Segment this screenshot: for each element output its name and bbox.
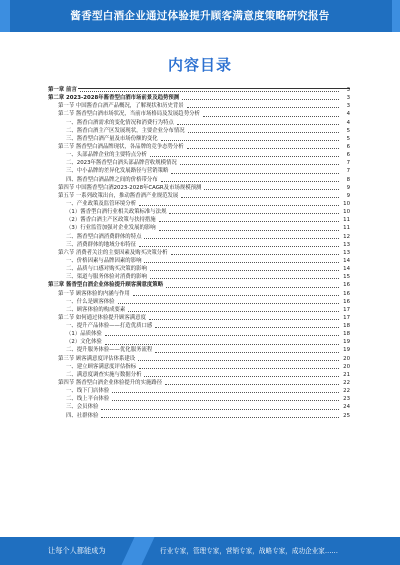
toc-leader-dots <box>112 399 339 401</box>
toc-entry[interactable] <box>48 257 350 265</box>
toc-page-number: 4 <box>346 119 350 126</box>
toc-page-number: 22 <box>343 380 350 387</box>
toc-leader-dots <box>161 139 339 141</box>
toc-entry[interactable] <box>48 159 350 167</box>
toc-entry[interactable] <box>48 241 350 249</box>
toc-entry-text: 二、品质与口感对购买决策的影响 <box>66 266 147 273</box>
footer-slogan-right: 行业专家，管理专家，营销专家，战略专家，成功企业家…… <box>160 547 339 555</box>
toc-entry[interactable] <box>48 322 350 330</box>
toc-entry-text: 三、酱香型白酒产量及市场份额的变化 <box>66 135 158 142</box>
toc-leader-dots <box>144 375 339 377</box>
toc-page-number: 21 <box>343 371 350 378</box>
toc-entry-text: 第四节 中国酱香型白酒2023-2028年CAGR及市场规模预测 <box>58 184 202 191</box>
toc-page-number: 12 <box>343 233 350 240</box>
toc-page-number: 14 <box>343 266 350 273</box>
toc-entry[interactable] <box>48 363 350 371</box>
toc-entry-text: 第五节 一系列政策出台，推动酱香酒产业规范发展 <box>58 192 179 199</box>
toc-page-number: 24 <box>343 404 350 411</box>
toc-leader-dots <box>161 180 339 182</box>
toc-entry[interactable] <box>48 151 350 159</box>
toc-leader-dots <box>155 326 339 328</box>
toc-entry-text: 第四节 酱香型白酒企业体验提升的实施路径 <box>58 380 163 387</box>
toc-leader-dots <box>188 131 339 133</box>
toc-page-number: 3 <box>346 103 350 110</box>
toc-page-number: 16 <box>343 290 350 297</box>
toc-page-number: 14 <box>343 257 350 264</box>
toc-page-number: 8 <box>346 176 350 183</box>
toc-entry[interactable] <box>48 119 350 127</box>
toc-entry[interactable] <box>48 143 350 151</box>
toc-entry-text: （1）品质体验 <box>66 331 102 338</box>
toc-entry-text: 四、酱香型白酒品牌之间的价格带分布 <box>66 176 158 183</box>
toc-leader-dots <box>150 155 339 157</box>
toc-entry[interactable] <box>48 102 350 110</box>
toc-leader-dots <box>182 98 339 100</box>
toc-page-number: 7 <box>346 168 350 175</box>
toc-entry-text: （2）文化体验 <box>66 339 102 346</box>
toc-entry[interactable] <box>48 110 350 118</box>
toc-entry-text: 三、渠道与服务体验对消费的影响 <box>66 274 147 281</box>
toc-entry[interactable] <box>48 200 350 208</box>
toc-heading: 内容目录 <box>167 56 232 74</box>
toc-entry-text: （3）行业监管加强对企业发展的影响 <box>66 225 156 232</box>
document-title: 酱香型白酒企业通过体验提升顾客满意度策略研究报告 <box>70 10 330 22</box>
toc-page-number: 15 <box>343 274 350 281</box>
toc-entry-text: （2）酱香白酒主产区政策与扶持措施 <box>66 217 156 224</box>
toc-leader-dots <box>203 115 339 117</box>
toc-entry[interactable] <box>48 192 350 200</box>
toc-page-number: 5 <box>346 127 350 134</box>
toc-entry-text: 二、酱香型白酒消费群体的特点 <box>66 233 142 240</box>
toc-entry-text: 一、线下门店体验 <box>66 388 110 395</box>
toc-leader-dots <box>169 212 339 214</box>
toc-entry[interactable] <box>48 233 350 241</box>
toc-leader-dots <box>187 106 339 108</box>
toc-entry[interactable] <box>48 395 350 403</box>
toc-leader-dots <box>155 351 339 353</box>
toc-entry-text: 一、提升产品体验——打造优质口感 <box>66 323 153 330</box>
toc-entry[interactable] <box>48 306 350 314</box>
footer-slogan-left: 让每个人都能成为 <box>48 546 106 555</box>
toc-leader-dots <box>138 359 339 361</box>
toc-entry[interactable] <box>48 265 350 273</box>
toc-entry[interactable] <box>48 94 350 102</box>
toc-leader-dots <box>101 416 339 418</box>
toc-entry-text: 二、线上平台体验 <box>66 396 110 403</box>
toc-entry[interactable] <box>48 347 350 355</box>
toc-page-number: 19 <box>343 339 350 346</box>
toc-entry-text: 三、消费群体的地域分布特征 <box>66 241 137 248</box>
toc-leader-dots <box>139 204 339 206</box>
toc-entry-text: 三、中小品牌的差异化发展路径与营销策略 <box>66 168 169 175</box>
toc-leader-dots <box>105 343 339 345</box>
toc-entry[interactable] <box>48 338 350 346</box>
toc-page-number: 18 <box>343 323 350 330</box>
toc-leader-dots <box>133 294 339 296</box>
toc-entry[interactable] <box>48 135 350 143</box>
toc-entry-text: 一、建立顾客满意度评估指标 <box>66 363 137 370</box>
toc-entry[interactable] <box>48 330 350 338</box>
toc-page-number: 17 <box>343 306 350 313</box>
toc-page-number: 20 <box>343 363 350 370</box>
toc-page-number: 9 <box>346 192 350 199</box>
toc-page-number: 18 <box>343 331 350 338</box>
toc-entry[interactable] <box>48 355 350 363</box>
toc-page-number: 11 <box>343 217 350 224</box>
toc-page-number: 25 <box>343 412 350 419</box>
toc-entry-text: 一、产业政策及监管环境分析 <box>66 200 137 207</box>
toc-page-number: 13 <box>343 241 350 248</box>
toc-leader-dots <box>159 220 339 222</box>
toc-entry[interactable] <box>48 184 350 192</box>
toc-leader-dots <box>159 229 339 231</box>
toc-entry-text: 第三节 酱香型白酒品牌现状，各品牌的竞争态势分析 <box>58 143 184 150</box>
toc-entry-text: 二、酱香白酒主产区发展现状，主要企业分布情况 <box>66 127 185 134</box>
toc-leader-dots <box>150 277 339 279</box>
toc-leader-dots <box>165 383 339 385</box>
toc-page-number: 16 <box>343 298 350 305</box>
toc-entry-text: 一、什么是顾客体验 <box>66 298 115 305</box>
toc-leader-dots <box>187 147 339 149</box>
toc-page-number: 13 <box>343 249 350 256</box>
toc-entry[interactable] <box>48 176 350 184</box>
toc-entry-text: 第二节 如何通过体验提升顾客满意度 <box>58 314 146 321</box>
toc-page-number: 10 <box>343 200 350 207</box>
toc-leader-dots <box>105 334 339 336</box>
toc-page-number: 7 <box>346 160 350 167</box>
toc-page-number: 3 <box>346 86 350 93</box>
toc-leader-dots <box>144 237 339 239</box>
toc-entry[interactable] <box>48 167 350 175</box>
toc-leader-dots <box>139 367 339 369</box>
toc-leader-dots <box>118 302 339 304</box>
toc-entry[interactable] <box>48 281 350 289</box>
toc-entry-text: 四、社群体验 <box>66 412 99 419</box>
toc-leader-dots <box>80 90 339 92</box>
toc-entry[interactable] <box>48 216 350 224</box>
toc-entry[interactable] <box>48 249 350 257</box>
toc-page-number: 23 <box>343 396 350 403</box>
toc-entry[interactable] <box>48 208 350 216</box>
toc-entry-text: 一、头部品牌企业的主要特点分析 <box>66 152 147 159</box>
toc-entry-text: 第三节 顾客满意度评估体系建设 <box>58 355 136 362</box>
toc-leader-dots <box>171 253 339 255</box>
toc-entry-text: 二、满意度调查实施与数据分析 <box>66 371 142 378</box>
toc-entry-text: 第三章 酱香型白酒企业体验提升顾客满意度策略 <box>48 282 164 289</box>
toc-leader-dots <box>171 172 339 174</box>
toc-entry[interactable] <box>48 290 350 298</box>
toc-leader-dots <box>181 196 339 198</box>
toc-entry[interactable] <box>48 371 350 379</box>
toc-page-number: 9 <box>346 184 350 191</box>
toc-page-number: 20 <box>343 355 350 362</box>
toc-entry-text: 第一节 顾客体验的内涵与作用 <box>58 290 130 297</box>
toc-entry-text: 一、价格因素与品牌因素的影响 <box>66 257 142 264</box>
toc-page-number: 19 <box>343 347 350 354</box>
toc-entry[interactable] <box>48 314 350 322</box>
toc-entry-text: 第六节 消费者关注的主要因素及购买决策分析 <box>58 249 168 256</box>
toc-page-number: 11 <box>343 225 350 232</box>
toc-leader-dots <box>204 188 339 190</box>
toc-page-number: 10 <box>343 209 350 216</box>
toc-leader-dots <box>112 391 339 393</box>
toc-entry-text: 第二节 酱香型白酒市场状况，当前市场格局及发展趋势分析 <box>58 111 200 118</box>
toc-leader-dots <box>177 123 339 125</box>
toc-leader-dots <box>166 286 339 288</box>
toc-entry-text: 一、酱香白酒需求的变化情况和消费行为特点 <box>66 119 174 126</box>
toc-page-number: 22 <box>343 388 350 395</box>
toc-leader-dots <box>144 261 339 263</box>
toc-entry[interactable] <box>48 387 350 395</box>
toc-page-number: 4 <box>346 111 350 118</box>
toc-page-number: 17 <box>343 314 350 321</box>
toc-leader-dots <box>149 318 339 320</box>
toc-leader-dots <box>101 408 339 410</box>
toc-entry-text: （1）酱香型白酒行业相关政策标准与法规 <box>66 209 167 216</box>
toc-entry[interactable] <box>48 298 350 306</box>
toc-entry[interactable] <box>48 127 350 135</box>
toc-entry-text: 二、提升服务体验——优化服务流程 <box>66 347 153 354</box>
toc-page-number: 5 <box>346 135 350 142</box>
toc-entry[interactable] <box>48 379 350 387</box>
toc-leader-dots <box>139 245 339 247</box>
toc-entry-text: 二、2023年酱香型白酒头部品牌营收规模情况 <box>66 160 177 167</box>
toc-entry-text: 第一节 中国酱香白酒产品概况，了解现状和历史背景 <box>58 103 184 110</box>
toc-entry-text: 第一章 前言 <box>48 86 77 93</box>
toc-leader-dots <box>150 269 339 271</box>
toc-entry[interactable] <box>48 273 350 281</box>
toc-leader-dots <box>180 163 339 165</box>
toc-page-number: 6 <box>346 143 350 150</box>
toc-page-number: 6 <box>346 152 350 159</box>
toc-entry[interactable] <box>48 224 350 232</box>
table-of-contents <box>48 86 350 420</box>
toc-entry[interactable] <box>48 86 350 94</box>
toc-entry-text: 第二章 2023-2028年酱香型白酒市场前景及趋势预测 <box>48 95 180 102</box>
toc-entry-text: 二、顾客体验的构成要素 <box>66 306 126 313</box>
toc-entry-text: 三、会员体验 <box>66 404 99 411</box>
toc-page-number: 16 <box>343 282 350 289</box>
toc-page-number: 3 <box>346 95 350 102</box>
toc-entry[interactable] <box>48 412 350 420</box>
toc-leader-dots <box>128 310 339 312</box>
toc-entry[interactable] <box>48 403 350 411</box>
